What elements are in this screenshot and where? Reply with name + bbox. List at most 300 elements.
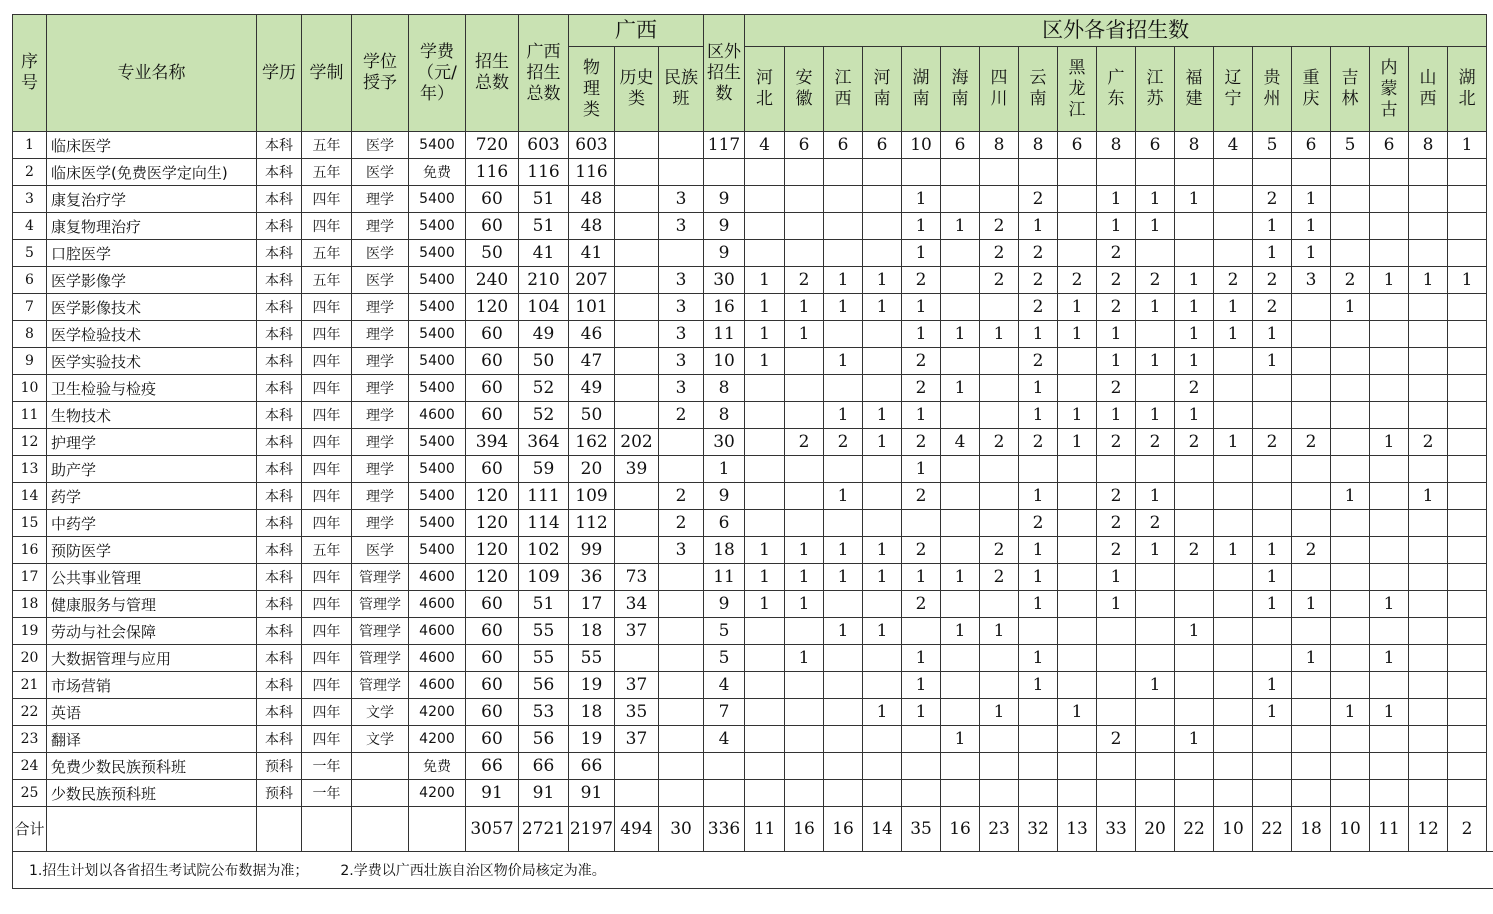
totals-province-count: 16 (941, 807, 980, 852)
row-province-count: 1 (1253, 591, 1292, 618)
row-total: 60 (466, 645, 519, 672)
header-province: 河南 (863, 47, 902, 132)
row-province-count: 2 (1214, 267, 1253, 294)
row-province-count (1331, 753, 1370, 780)
row-ethnic-class: 3 (659, 267, 704, 294)
row-province-count: 2 (1097, 726, 1136, 753)
row-history (615, 186, 659, 213)
row-province-count (1214, 483, 1253, 510)
row-total: 120 (466, 537, 519, 564)
row-province-count (1214, 348, 1253, 375)
header-province: 河北 (745, 47, 785, 132)
row-province-count (1175, 753, 1214, 780)
row-province-count (824, 510, 863, 537)
row-province-count: 2 (980, 267, 1019, 294)
row-physics: 17 (569, 591, 615, 618)
table-row (13, 132, 1493, 159)
row-province-count: 1 (745, 321, 785, 348)
row-guangxi-total: 116 (519, 159, 569, 186)
table-row (13, 213, 1493, 240)
row-province-count (785, 672, 824, 699)
row-total: 116 (466, 159, 519, 186)
row-degree: 理学 (352, 375, 409, 402)
row-guangxi-total: 52 (519, 375, 569, 402)
row-province-count: 1 (1253, 537, 1292, 564)
row-province-count (1019, 618, 1058, 645)
row-province-count (1214, 456, 1253, 483)
row-province-count (1214, 780, 1253, 807)
row-province-count: 2 (1175, 537, 1214, 564)
row-province-count: 2 (1253, 294, 1292, 321)
row-province-count: 8 (980, 132, 1019, 159)
row-physics: 112 (569, 510, 615, 537)
row-duration: 四年 (302, 348, 352, 375)
row-major-name: 免费少数民族预科班 (47, 753, 257, 780)
header-ethnic-class: 民族班 (659, 47, 704, 132)
totals-total: 3057 (466, 807, 519, 852)
table-row (13, 186, 1493, 213)
row-province-count: 1 (785, 645, 824, 672)
row-province-count: 1 (1253, 672, 1292, 699)
row-education: 本科 (257, 267, 302, 294)
row-duration: 五年 (302, 240, 352, 267)
row-province-count (745, 186, 785, 213)
row-major-name: 市场营销 (47, 672, 257, 699)
totals-row (13, 807, 1493, 852)
header-physics: 物理类 (569, 47, 615, 132)
row-major-name: 口腔医学 (47, 240, 257, 267)
row-physics: 47 (569, 348, 615, 375)
row-province-count (1175, 591, 1214, 618)
row-province-count (1409, 159, 1448, 186)
row-outside-total: 5 (704, 618, 745, 645)
row-province-count: 1 (1253, 348, 1292, 375)
row-province-count (1175, 699, 1214, 726)
row-province-count: 2 (1097, 375, 1136, 402)
row-province-count (1175, 483, 1214, 510)
row-province-count: 1 (1058, 699, 1097, 726)
row-province-count (1448, 618, 1487, 645)
row-ethnic-class (659, 645, 704, 672)
row-seq: 22 (13, 699, 47, 726)
row-duration: 五年 (302, 267, 352, 294)
row-degree: 理学 (352, 429, 409, 456)
row-province-count (1097, 672, 1136, 699)
row-province-count: 1 (745, 267, 785, 294)
row-province-count: 1 (1370, 591, 1409, 618)
row-outside-total: 11 (704, 321, 745, 348)
row-province-count (1136, 456, 1175, 483)
row-major-name: 健康服务与管理 (47, 591, 257, 618)
row-province-count: 1 (745, 591, 785, 618)
table-row (13, 564, 1493, 591)
row-province-count (1409, 456, 1448, 483)
row-province-count (745, 510, 785, 537)
row-major-name: 生物技术 (47, 402, 257, 429)
totals-physics: 2197 (569, 807, 615, 852)
row-province-count: 1 (863, 564, 902, 591)
row-ethnic-class (659, 456, 704, 483)
row-degree: 理学 (352, 186, 409, 213)
header-province: 福建 (1175, 47, 1214, 132)
row-province-count (745, 699, 785, 726)
row-degree: 理学 (352, 510, 409, 537)
row-ethnic-class: 3 (659, 294, 704, 321)
row-province-count: 2 (902, 348, 941, 375)
row-province-count (1175, 213, 1214, 240)
row-province-count: 6 (785, 132, 824, 159)
row-province-count: 1 (902, 564, 941, 591)
row-province-count: 1 (785, 321, 824, 348)
row-total: 60 (466, 699, 519, 726)
row-education: 本科 (257, 186, 302, 213)
row-province-count (1370, 240, 1409, 267)
row-province-count (980, 510, 1019, 537)
row-province-count (745, 483, 785, 510)
row-total: 60 (466, 591, 519, 618)
row-history: 202 (615, 429, 659, 456)
row-province-count (980, 294, 1019, 321)
row-province-count: 1 (1136, 294, 1175, 321)
row-province-count: 1 (1214, 294, 1253, 321)
row-province-count (824, 321, 863, 348)
row-province-count (745, 375, 785, 402)
row-province-count (785, 618, 824, 645)
header-guangxi-total: 广西招生总数 (519, 15, 569, 132)
header-province: 江西 (824, 47, 863, 132)
row-guangxi-total: 56 (519, 726, 569, 753)
row-province-count (1019, 753, 1058, 780)
row-province-count (863, 645, 902, 672)
totals-province-count: 35 (902, 807, 941, 852)
row-province-count (1370, 294, 1409, 321)
row-education: 预科 (257, 780, 302, 807)
row-history (615, 402, 659, 429)
row-province-count (1448, 672, 1487, 699)
row-degree: 文学 (352, 726, 409, 753)
row-province-count: 1 (1214, 429, 1253, 456)
row-province-count (1370, 537, 1409, 564)
row-province-count (785, 753, 824, 780)
row-major-name: 少数民族预科班 (47, 780, 257, 807)
row-province-count: 1 (1370, 699, 1409, 726)
table-row (13, 753, 1493, 780)
row-province-count (1058, 564, 1097, 591)
row-province-count (1370, 780, 1409, 807)
row-duration: 一年 (302, 780, 352, 807)
row-province-count (863, 510, 902, 537)
row-tuition: 5400 (409, 456, 466, 483)
row-history (615, 132, 659, 159)
row-education: 本科 (257, 429, 302, 456)
row-province-count (1253, 483, 1292, 510)
row-province-count (1370, 213, 1409, 240)
row-province-count (1175, 564, 1214, 591)
row-physics: 55 (569, 645, 615, 672)
row-education: 本科 (257, 726, 302, 753)
row-province-count: 1 (902, 321, 941, 348)
row-total: 120 (466, 294, 519, 321)
table-row (13, 618, 1493, 645)
row-outside-total: 9 (704, 591, 745, 618)
row-province-count (785, 780, 824, 807)
row-history (615, 267, 659, 294)
row-tuition: 5400 (409, 240, 466, 267)
table-body (13, 132, 1493, 889)
row-province-count (1331, 564, 1370, 591)
row-ethnic-class: 2 (659, 483, 704, 510)
row-province-count (1058, 726, 1097, 753)
row-physics: 603 (569, 132, 615, 159)
row-province-count (941, 699, 980, 726)
row-province-count: 1 (1136, 402, 1175, 429)
table-row (13, 510, 1493, 537)
header-province: 湖南 (902, 47, 941, 132)
row-province-count: 2 (980, 429, 1019, 456)
table-row (13, 402, 1493, 429)
row-province-count (1448, 591, 1487, 618)
row-physics: 18 (569, 618, 615, 645)
row-province-count (980, 591, 1019, 618)
row-ethnic-class: 3 (659, 348, 704, 375)
row-degree: 医学 (352, 159, 409, 186)
row-province-count (1331, 726, 1370, 753)
row-province-count (1448, 510, 1487, 537)
row-province-count (1409, 240, 1448, 267)
row-guangxi-total: 41 (519, 240, 569, 267)
row-guangxi-total: 59 (519, 456, 569, 483)
row-province-count: 1 (863, 402, 902, 429)
row-province-count (980, 402, 1019, 429)
row-seq: 11 (13, 402, 47, 429)
row-province-count: 1 (1136, 348, 1175, 375)
row-duration: 四年 (302, 726, 352, 753)
row-province-count (824, 726, 863, 753)
row-ethnic-class: 3 (659, 537, 704, 564)
row-province-count (941, 645, 980, 672)
row-outside-total: 5 (704, 645, 745, 672)
header-history: 历史类 (615, 47, 659, 132)
row-seq: 7 (13, 294, 47, 321)
row-tuition: 4600 (409, 645, 466, 672)
row-ethnic-class (659, 132, 704, 159)
row-province-count (785, 159, 824, 186)
header-province: 黑龙江 (1058, 47, 1097, 132)
row-province-count: 1 (745, 294, 785, 321)
row-province-count: 1 (824, 537, 863, 564)
row-seq: 15 (13, 510, 47, 537)
row-province-count (1253, 618, 1292, 645)
row-degree: 理学 (352, 213, 409, 240)
totals-province-count: 2 (1448, 807, 1487, 852)
row-province-count: 2 (1097, 537, 1136, 564)
row-province-count: 2 (902, 537, 941, 564)
header-province: 湖北 (1448, 47, 1487, 132)
row-history: 37 (615, 726, 659, 753)
row-major-name: 医学影像技术 (47, 294, 257, 321)
row-province-count: 1 (1448, 267, 1487, 294)
row-duration: 四年 (302, 186, 352, 213)
row-seq: 16 (13, 537, 47, 564)
totals-province-count: 33 (1097, 807, 1136, 852)
row-province-count: 2 (1136, 267, 1175, 294)
row-outside-total (704, 780, 745, 807)
row-outside-total: 8 (704, 402, 745, 429)
row-province-count: 2 (980, 564, 1019, 591)
row-province-count: 1 (1097, 348, 1136, 375)
row-province-count: 1 (863, 537, 902, 564)
row-province-count (941, 456, 980, 483)
row-education: 本科 (257, 672, 302, 699)
row-province-count: 1 (1175, 618, 1214, 645)
row-province-count: 1 (902, 240, 941, 267)
row-province-count (1409, 348, 1448, 375)
row-province-count (980, 753, 1019, 780)
row-province-count (1136, 591, 1175, 618)
row-province-count (1409, 618, 1448, 645)
row-physics: 19 (569, 672, 615, 699)
row-duration: 四年 (302, 672, 352, 699)
totals-history: 494 (615, 807, 659, 852)
row-province-count: 1 (1175, 402, 1214, 429)
row-seq: 18 (13, 591, 47, 618)
row-province-count: 1 (1331, 294, 1370, 321)
row-outside-total: 9 (704, 213, 745, 240)
row-province-count (1448, 537, 1487, 564)
row-province-count (1370, 348, 1409, 375)
row-province-count (1331, 780, 1370, 807)
row-province-count: 6 (1058, 132, 1097, 159)
row-province-count: 2 (1292, 429, 1331, 456)
row-province-count (824, 699, 863, 726)
row-province-count: 1 (1331, 483, 1370, 510)
header-outside-provinces-group: 区外各省招生数 (745, 15, 1487, 47)
row-total: 120 (466, 564, 519, 591)
row-province-count: 2 (1409, 429, 1448, 456)
row-province-count (1409, 699, 1448, 726)
row-province-count (1331, 213, 1370, 240)
row-physics: 101 (569, 294, 615, 321)
row-outside-total: 10 (704, 348, 745, 375)
row-province-count: 1 (902, 699, 941, 726)
row-major-name: 医学影像学 (47, 267, 257, 294)
row-tuition: 5400 (409, 132, 466, 159)
row-education: 本科 (257, 159, 302, 186)
header-tuition: 学费（元/年） (409, 15, 466, 132)
row-total: 60 (466, 672, 519, 699)
row-province-count (980, 186, 1019, 213)
note-tuition-source: 2.学费以广西壮族自治区物价局核定为准。 (340, 863, 606, 879)
table-row (13, 699, 1493, 726)
row-province-count (863, 591, 902, 618)
row-seq: 19 (13, 618, 47, 645)
row-province-count: 1 (1019, 672, 1058, 699)
header-province: 云南 (1019, 47, 1058, 132)
row-province-count: 1 (1097, 564, 1136, 591)
row-ethnic-class (659, 564, 704, 591)
row-province-count: 1 (1409, 267, 1448, 294)
row-province-count (1370, 753, 1409, 780)
row-province-count: 2 (1097, 267, 1136, 294)
row-province-count (941, 537, 980, 564)
header-degree: 学位授予 (352, 15, 409, 132)
row-province-count (1019, 699, 1058, 726)
row-degree: 医学 (352, 240, 409, 267)
table-row (13, 294, 1493, 321)
row-ethnic-class (659, 159, 704, 186)
row-seq: 3 (13, 186, 47, 213)
row-tuition: 5400 (409, 213, 466, 240)
row-province-count: 8 (1019, 132, 1058, 159)
totals-province-count: 23 (980, 807, 1019, 852)
row-province-count (824, 672, 863, 699)
row-education: 本科 (257, 618, 302, 645)
row-province-count (902, 753, 941, 780)
row-province-count: 2 (1019, 267, 1058, 294)
row-province-count (1058, 213, 1097, 240)
row-outside-total: 9 (704, 186, 745, 213)
row-ethnic-class (659, 240, 704, 267)
header-province: 贵州 (1253, 47, 1292, 132)
row-province-count (1253, 510, 1292, 537)
totals-ethnic-class: 30 (659, 807, 704, 852)
row-ethnic-class: 2 (659, 402, 704, 429)
row-major-name: 预防医学 (47, 537, 257, 564)
row-province-count: 2 (902, 591, 941, 618)
table-row (13, 429, 1493, 456)
row-guangxi-total: 51 (519, 591, 569, 618)
row-tuition: 5400 (409, 267, 466, 294)
row-province-count: 1 (1253, 564, 1292, 591)
row-province-count: 2 (902, 483, 941, 510)
row-major-name: 英语 (47, 699, 257, 726)
row-province-count (1292, 753, 1331, 780)
row-duration: 四年 (302, 564, 352, 591)
row-province-count (1058, 375, 1097, 402)
row-degree: 管理学 (352, 618, 409, 645)
row-province-count (1370, 672, 1409, 699)
row-province-count (1019, 159, 1058, 186)
row-physics: 162 (569, 429, 615, 456)
row-province-count (863, 672, 902, 699)
row-province-count: 1 (980, 618, 1019, 645)
row-province-count (1409, 375, 1448, 402)
row-province-count: 2 (824, 429, 863, 456)
row-province-count (1214, 510, 1253, 537)
row-province-count (1331, 402, 1370, 429)
row-province-count (1019, 726, 1058, 753)
row-province-count: 1 (941, 213, 980, 240)
row-province-count: 4 (745, 132, 785, 159)
row-province-count (863, 240, 902, 267)
row-province-count (1058, 672, 1097, 699)
row-province-count (1331, 186, 1370, 213)
row-province-count: 1 (980, 321, 1019, 348)
enrollment-plan-table-container (12, 14, 1481, 889)
row-duration: 四年 (302, 483, 352, 510)
row-province-count (1370, 510, 1409, 537)
row-outside-total: 18 (704, 537, 745, 564)
row-guangxi-total: 104 (519, 294, 569, 321)
row-tuition: 5400 (409, 483, 466, 510)
row-province-count (1292, 780, 1331, 807)
row-education: 本科 (257, 294, 302, 321)
row-history (615, 294, 659, 321)
row-physics: 109 (569, 483, 615, 510)
row-duration: 五年 (302, 537, 352, 564)
row-outside-total: 9 (704, 483, 745, 510)
enrollment-plan-table (12, 14, 1493, 889)
